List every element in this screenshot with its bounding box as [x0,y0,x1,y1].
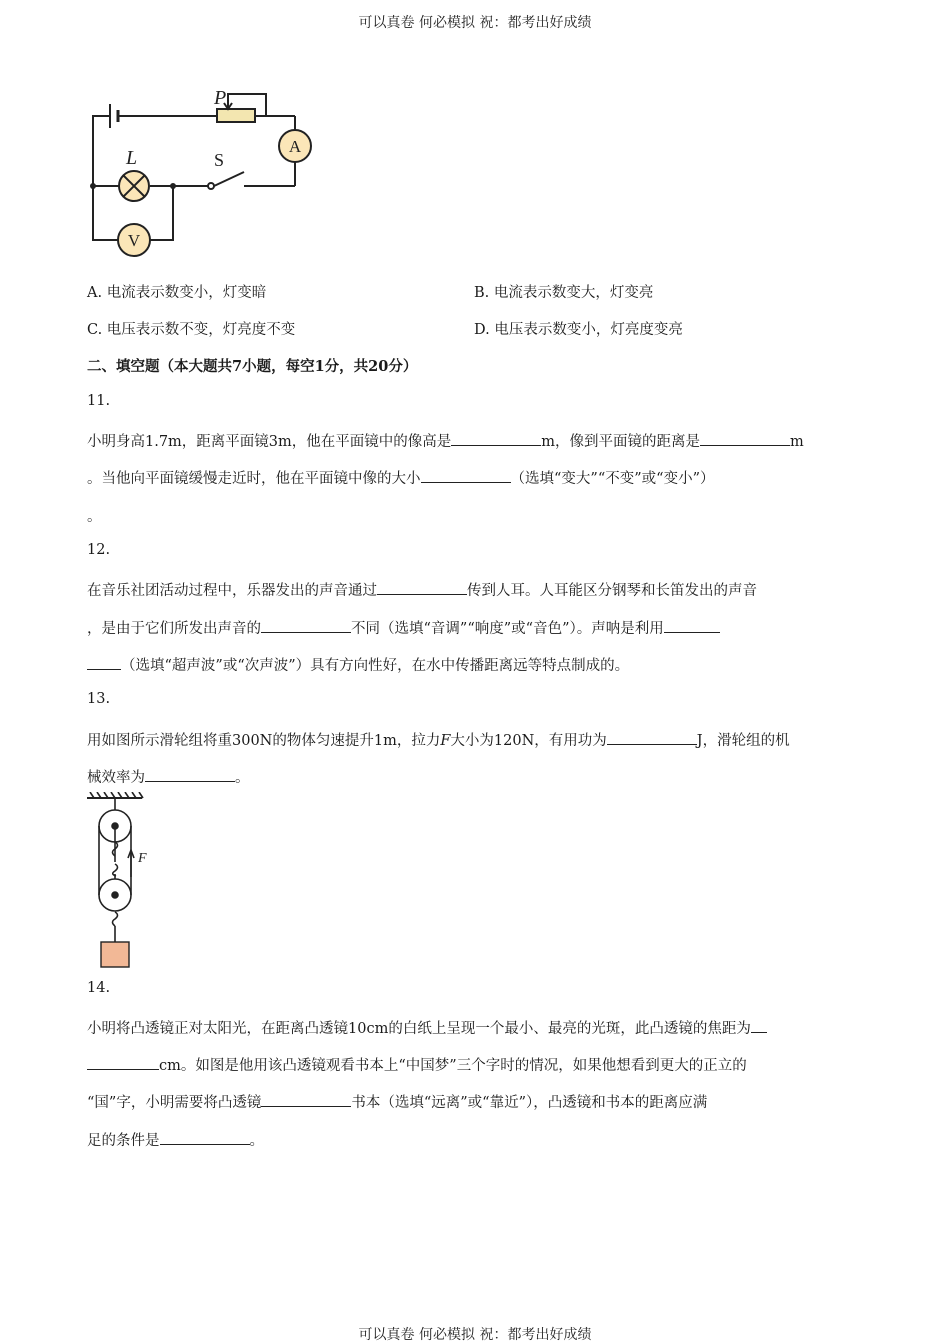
label-s: S [214,150,225,170]
q14-number: 14. [87,980,111,996]
q10-option-d: D. 电压表示数变小，灯亮度变亮 [474,322,683,338]
q11-blank-3[interactable] [421,468,511,483]
q12-blank-3a[interactable] [664,618,720,633]
q14-blank-1a[interactable] [751,1018,767,1033]
ammeter-label: A [288,137,302,156]
q12-number: 12. [87,542,111,558]
page-footer: 可以真卷 何必模拟 祝：都考出好成绩 [358,1327,592,1343]
q14-line-2: cm。如图是他用该凸透镜观看书本上“中国梦”三个字时的情况，如果他想看到更大的正立的 [87,1054,747,1075]
voltmeter-label: V [127,231,141,250]
q12-blank-1[interactable] [377,580,467,595]
q11-line-2: 。当他向平面镜缓慢走近时，他在平面镜中像的大小 （选填“变大”“不变”或“变小”） [87,467,714,488]
q12-line-3: （选填“超声波”或“次声波”）具有方向性好，在水中传播距离远等特点制成的。 [87,654,629,675]
label-l: L [126,147,138,169]
q12-blank-2[interactable] [261,618,351,633]
q10-option-c: C. 电压表示数不变，灯亮度不变 [87,322,296,338]
q11-blank-2[interactable] [700,431,790,446]
label-p: P [214,87,227,109]
q10-option-b: B. 电流表示数变大，灯变亮 [474,285,654,301]
q12-line-1: 在音乐社团活动过程中，乐器发出的声音通过 传到人耳。人耳能区分钢琴和长笛发出的声音 [87,579,757,600]
q14-line-1: 小明将凸透镜正对太阳光，在距离凸透镜10cm的白纸上呈现一个最小、最亮的光斑，此凸透镜的焦距为 [87,1017,767,1038]
q13-line-1: 用如图所示滑轮组将重300N的物体匀速提升1m，拉力F大小为120N，有用功为 J，滑轮组的机 [87,729,790,750]
pulley-diagram [84,792,164,972]
q14-line-3: “国”字，小明需要将凸透镜 书本（选填“远离”或“靠近”），凸透镜和书本的距离应满 [87,1091,707,1112]
q11-number: 11. [87,393,111,409]
q11-line-3: 。 [87,509,102,525]
q13-line-2: 械效率为 。 [87,766,250,787]
q12-blank-3b[interactable] [87,655,121,670]
q14-blank-1b[interactable] [87,1055,159,1070]
q13-blank-2[interactable] [145,767,235,782]
q14-blank-3[interactable] [160,1130,250,1145]
q14-line-4: 足的条件是 。 [87,1129,264,1150]
circuit-diagram [80,82,330,262]
q14-blank-2[interactable] [261,1092,351,1107]
q11-line-1: 小明身高1.7m，距离平面镜3m，他在平面镜中的像高是 m，像到平面镜的距离是 m [87,430,804,451]
q12-line-2: ，是由于它们所发出声音的 不同（选填“音调”“响度”或“音色”）。声呐是利用 [87,617,720,638]
q13-number: 13. [87,691,111,707]
section-title: 二、填空题（本大题共7小题，每空1分，共20分） [87,358,418,375]
pulley-label-f: F [138,851,147,866]
q11-blank-1[interactable] [451,431,541,446]
q13-blank-1[interactable] [607,730,697,745]
page-header: 可以真卷 何必模拟 祝：都考出好成绩 [358,15,592,31]
q10-option-a: A. 电流表示数变小，灯变暗 [87,285,267,301]
